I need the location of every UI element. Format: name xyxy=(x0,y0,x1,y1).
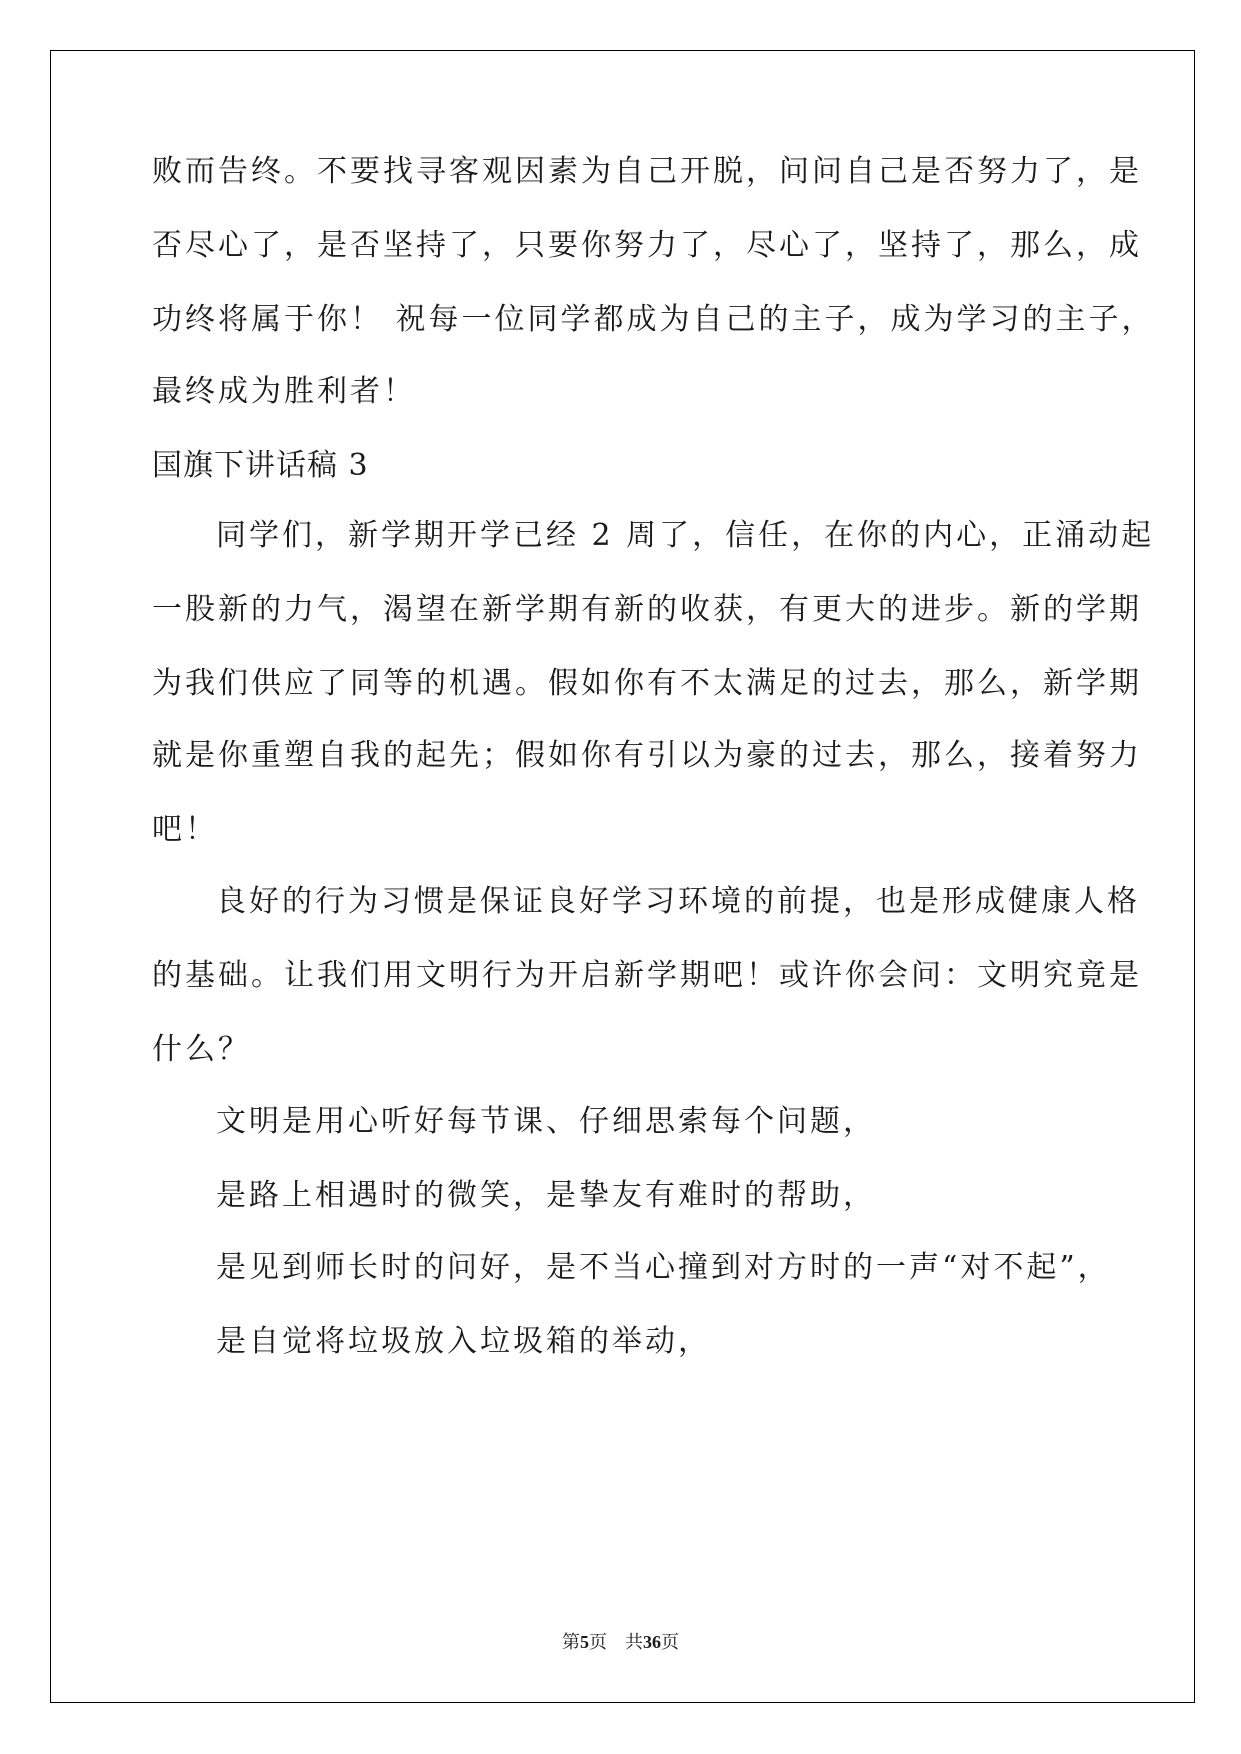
page-border xyxy=(50,50,1195,1703)
paragraph-first-line: 良好的行为习惯是保证良好学习环境的前提，也是形成健康人格 xyxy=(216,884,1140,919)
page-prefix: 第 xyxy=(562,1632,580,1653)
text-line: 最终成为胜利者！ xyxy=(152,374,416,409)
total-suffix: 页 xyxy=(661,1632,679,1653)
page-footer xyxy=(0,1630,1241,1655)
total-prefix: 共 xyxy=(625,1632,643,1653)
paragraph-first-line: 文明是用心听好每节课、仔细思索每个问题， xyxy=(216,1104,876,1139)
paragraph-first-line: 同学们，新学期开学已经 2 周了，信任，在你的内心，正涌动起 xyxy=(216,518,1155,553)
total-pages: 36 xyxy=(643,1632,661,1652)
text-line: 一股新的力气，渴望在新学期有新的收获，有更大的进步。新的学期 xyxy=(152,592,1142,627)
text-line: 功终将属于你！ 祝每一位同学都成为自己的主子，成为学习的主子， xyxy=(152,302,1155,337)
text-line: 什么？ xyxy=(152,1032,251,1067)
page-number: 5 xyxy=(580,1632,589,1652)
text-line: 否尽心了，是否坚持了，只要你努力了，尽心了，坚持了，那么，成 xyxy=(152,228,1142,263)
paragraph-first-line: 是路上相遇时的微笑，是挚友有难时的帮助， xyxy=(216,1178,876,1213)
text-line: 吧！ xyxy=(152,812,218,847)
text-line: 就是你重塑自我的起先；假如你有引以为豪的过去，那么，接着努力 xyxy=(152,738,1142,773)
paragraph-first-line: 是自觉将垃圾放入垃圾箱的举动， xyxy=(216,1324,711,1359)
page-suffix: 页 xyxy=(589,1632,607,1653)
text-line: 败而告终。不要找寻客观因素为自己开脱，问问自己是否努力了，是 xyxy=(152,154,1142,189)
text-line: 的基础。让我们用文明行为开启新学期吧！或许你会问：文明究竟是 xyxy=(152,958,1142,993)
text-line: 为我们供应了同等的机遇。假如你有不太满足的过去，那么，新学期 xyxy=(152,666,1142,701)
section-heading: 国旗下讲话稿 3 xyxy=(152,448,369,483)
paragraph-first-line: 是见到师长时的问好，是不当心撞到对方时的一声“对不起”， xyxy=(216,1250,1111,1285)
